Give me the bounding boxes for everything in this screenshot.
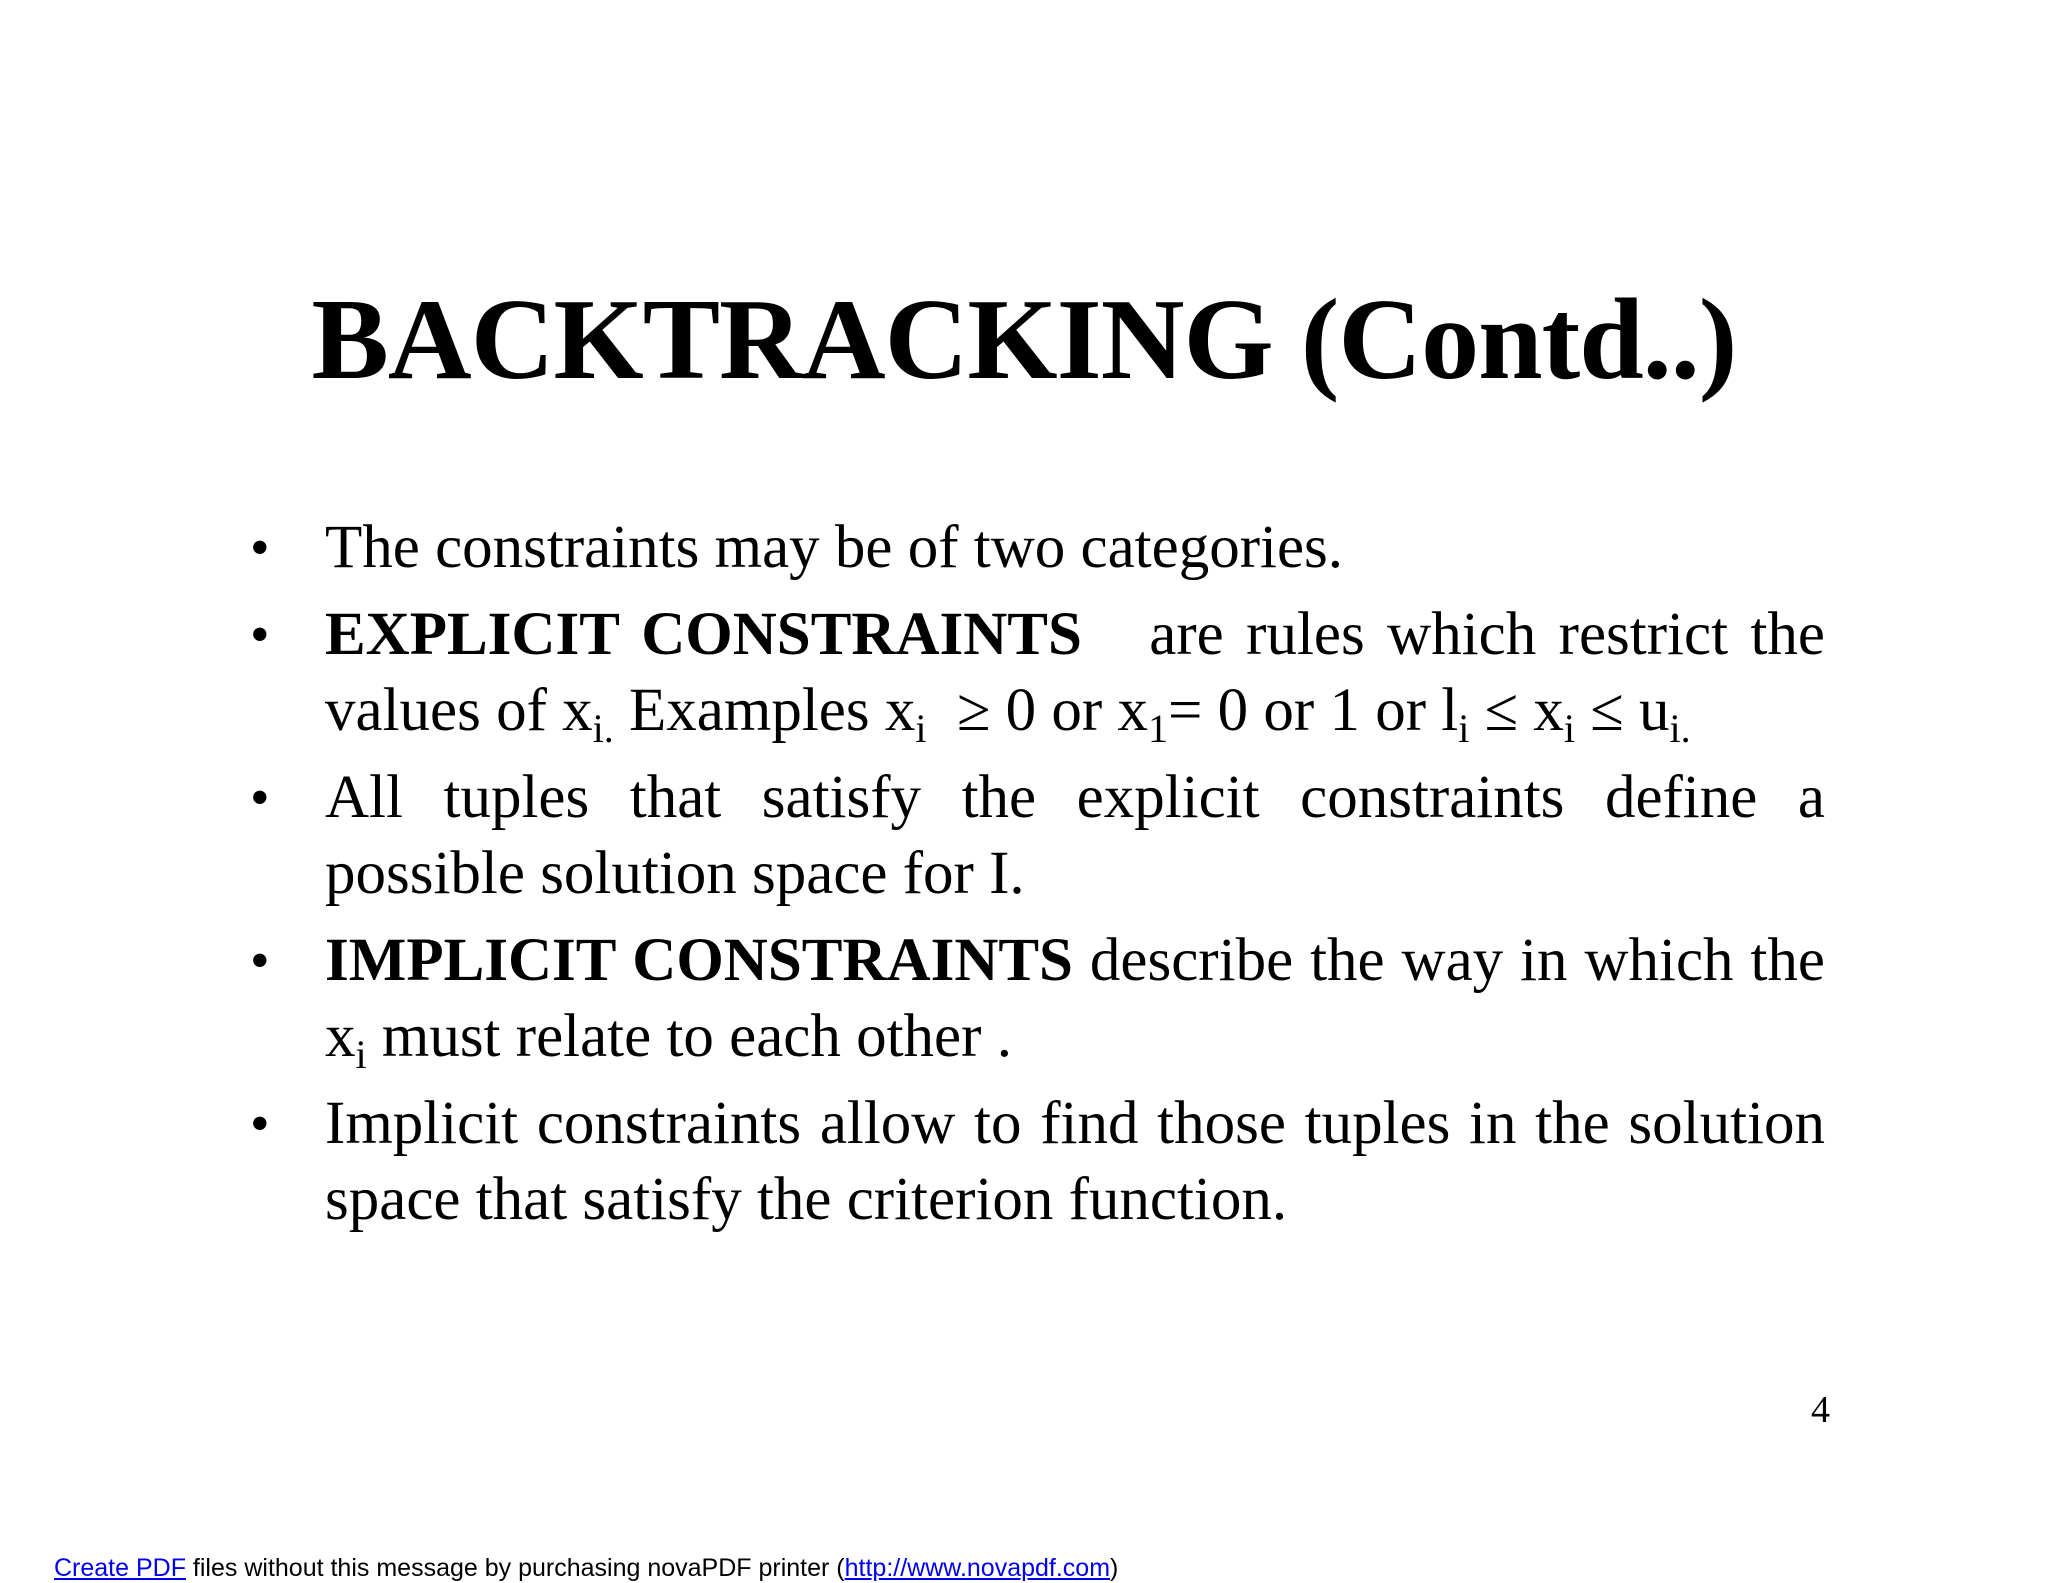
- novapdf-link[interactable]: http://www.novapdf.com: [844, 1554, 1111, 1582]
- bullet-text: must relate to each other .: [366, 1003, 1012, 1070]
- bullet-text: The constraints may be of two categories.: [325, 514, 1344, 581]
- subscript: i.: [592, 706, 614, 751]
- bullet-marker: •: [250, 1093, 270, 1155]
- bullet-text: describe the way in which the x: [325, 927, 1826, 1070]
- bullet-text: ≤ x: [1469, 677, 1564, 744]
- bullet-text: Examples x: [613, 677, 916, 744]
- bullet-text: Implicit constraints allow to find those tuples in the solution space that satisfy the criterion function.: [325, 1090, 1825, 1233]
- bullet-bold-term: IMPLICIT CONSTRAINTS: [325, 927, 1073, 994]
- bullet-item: [250, 760, 1825, 912]
- subscript: i: [355, 1032, 367, 1077]
- subscript: 1: [1148, 706, 1168, 751]
- subscript: i: [1458, 706, 1470, 751]
- bullet-text: All tuples that satisfy the explicit constraints define a possible solution space for I.: [325, 764, 1825, 907]
- page-number: 4: [1811, 1389, 1830, 1431]
- bullet-item: [250, 597, 1841, 751]
- bullet-text: = 0 or 1 or l: [1168, 677, 1459, 744]
- bullet-item: [250, 510, 1825, 586]
- bullet-text: ≥ 0 or x: [926, 677, 1148, 744]
- create-pdf-link[interactable]: Create PDF: [54, 1554, 186, 1582]
- bullet-item: [250, 923, 1825, 1075]
- bullet-text: ≤ u: [1574, 677, 1670, 744]
- bullet-marker: •: [250, 930, 270, 992]
- pdf-footer: [54, 1553, 1118, 1583]
- subscript: i.: [1669, 706, 1691, 751]
- footer-text: files without this message by purchasing novaPDF printer (: [185, 1554, 845, 1582]
- slide-title: BACKTRACKING (Contd..): [311, 276, 1737, 404]
- footer-text-end: ): [1110, 1554, 1119, 1582]
- subscript: i: [1563, 706, 1575, 751]
- bullet-item: [250, 1086, 1825, 1238]
- bullet-marker: •: [250, 767, 270, 829]
- bullet-bold-term: EXPLICIT CONSTRAINTS: [325, 601, 1082, 668]
- bullet-marker: •: [250, 604, 270, 666]
- subscript: i: [915, 706, 927, 751]
- bullet-marker: •: [250, 517, 270, 579]
- bullet-text: are rules which restrict the values of x: [325, 601, 1841, 744]
- bullet-list: [250, 510, 1841, 1249]
